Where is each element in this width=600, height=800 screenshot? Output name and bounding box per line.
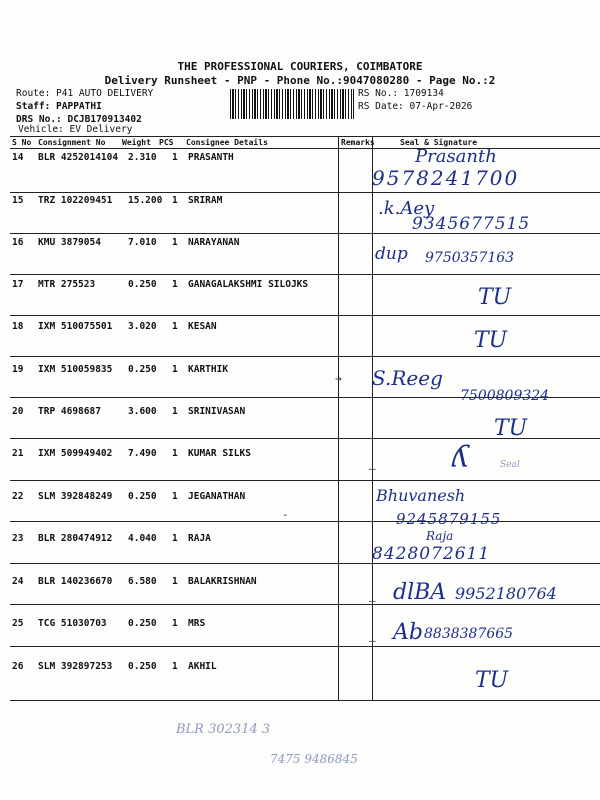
signature-row17-mark: TU [478, 285, 512, 310]
row-consignment: MTR 275523 [38, 279, 96, 290]
dash-icon: — [369, 594, 376, 607]
row-weight: 0.250 [128, 618, 157, 629]
row-pcs: 1 [172, 279, 178, 290]
row-sno: 25 [12, 618, 24, 629]
signature-row18-mark: TU [474, 328, 508, 353]
signature-column-line [372, 136, 373, 700]
row-pcs: 1 [172, 661, 178, 672]
col-remarks: Remarks [341, 138, 375, 147]
row-sno: 21 [12, 448, 24, 459]
col-signature: Seal & Signature [400, 138, 478, 147]
row-consignment: BLR 280474912 [38, 533, 113, 544]
row-sno: 15 [12, 195, 24, 206]
row-divider [10, 192, 600, 193]
row-divider [10, 563, 600, 564]
signature-row22-phone: 9245879155 [396, 510, 502, 528]
row-sno: 22 [12, 491, 24, 502]
row-sno: 16 [12, 237, 24, 248]
row-consignment: TRZ 102209451 [38, 195, 113, 206]
row-consignee: BALAKRISHNAN [188, 576, 257, 587]
row-sno: 19 [12, 364, 24, 375]
company-seal: Seal [500, 460, 520, 470]
signature-row20-mark: TU [494, 416, 528, 441]
signature-row25-phone: 8838387665 [424, 626, 514, 642]
row-consignment: IXM 510059835 [38, 364, 113, 375]
arrow-icon: → [335, 372, 342, 385]
row-divider [10, 480, 600, 481]
signature-row22-name: Bhuvanesh [376, 486, 466, 505]
row-weight: 3.600 [128, 406, 157, 417]
row-pcs: 1 [172, 152, 178, 163]
row-pcs: 1 [172, 448, 178, 459]
signature-row15-scribble: .k.Aey [378, 198, 435, 219]
row-weight: 3.020 [128, 321, 157, 332]
row-weight: 0.250 [128, 279, 157, 290]
row-consignee: KUMAR SILKS [188, 448, 251, 459]
signature-row24-scribble: dlBA [393, 580, 447, 605]
row-consignee: GANAGALAKSHMI SILOJKS [188, 279, 309, 290]
bottom-note-line1: BLR 302314 3 [176, 722, 271, 737]
signature-row20-phone: 7500809324 [460, 388, 550, 404]
signature-row25-scribble: Ab [393, 620, 423, 645]
row-pcs: 1 [172, 406, 178, 417]
remarks-column-line [338, 136, 339, 700]
table-header-rule [10, 148, 600, 149]
col-sno: S No [12, 138, 32, 147]
col-consignee: Consignee Details [186, 138, 268, 147]
row-weight: 2.310 [128, 152, 157, 163]
row-weight: 7.010 [128, 237, 157, 248]
signature-row14-phone: 9578241700 [372, 166, 520, 190]
col-pcs: PCS [159, 138, 174, 147]
row-consignee: JEGANATHAN [188, 491, 246, 502]
rs-number: RS No.: 1709134 [358, 88, 444, 99]
signature-row21-scribble: ʎ [452, 440, 469, 475]
row-consignee: SRIRAM [188, 195, 223, 206]
row-sno: 26 [12, 661, 24, 672]
row-pcs: 1 [172, 237, 178, 248]
row-divider [10, 274, 600, 275]
row-consignee: RAJA [188, 533, 211, 544]
row-consignment: SLM 392848249 [38, 491, 113, 502]
row-consignment: SLM 392897253 [38, 661, 113, 672]
table-top-rule [10, 136, 600, 137]
row-sno: 23 [12, 533, 24, 544]
dash-icon: - [282, 508, 289, 521]
signature-row16-phone: 9750357163 [425, 250, 515, 266]
rs-date: RS Date: 07-Apr-2026 [358, 101, 473, 112]
row-weight: 0.250 [128, 364, 157, 375]
signature-row16-scribble: dup [375, 244, 408, 264]
dash-icon: — [369, 634, 376, 647]
col-weight: Weight [122, 138, 151, 147]
table-bottom-rule [10, 700, 600, 701]
signature-row14-name: Prasanth [415, 146, 497, 167]
row-consignment: IXM 510075501 [38, 321, 113, 332]
row-consignment: KMU 3879054 [38, 237, 101, 248]
row-consignee: KESAN [188, 321, 217, 332]
row-pcs: 1 [172, 195, 178, 206]
row-sno: 18 [12, 321, 24, 332]
row-divider [10, 315, 600, 316]
signature-row23-phone: 8428072611 [372, 544, 491, 564]
dash-icon: — [369, 462, 376, 475]
row-consignment: TCG 51030703 [38, 618, 107, 629]
signature-row26-mark: TU [475, 668, 509, 693]
row-consignment: BLR 4252014104 [38, 152, 119, 163]
row-pcs: 1 [172, 364, 178, 375]
barcode [230, 89, 354, 119]
row-pcs: 1 [172, 533, 178, 544]
signature-row24-phone: 9952180764 [455, 584, 557, 603]
drs-number: DRS No.: DCJB170913402 [16, 114, 142, 125]
row-consignee: KARTHIK [188, 364, 229, 375]
signature-row23-name: Raja [426, 529, 454, 543]
row-divider [10, 521, 600, 522]
route-label: Route: P41 AUTO DELIVERY [16, 88, 154, 99]
row-consignee: PRASANTH [188, 152, 234, 163]
row-pcs: 1 [172, 321, 178, 332]
row-weight: 4.040 [128, 533, 157, 544]
row-consignee: NARAYANAN [188, 237, 240, 248]
row-weight: 15.200 [128, 195, 163, 206]
signature-row19-scribble: S.Reeg [372, 366, 443, 390]
row-sno: 14 [12, 152, 24, 163]
row-sno: 17 [12, 279, 24, 290]
row-divider [10, 356, 600, 357]
row-pcs: 1 [172, 491, 178, 502]
row-sno: 24 [12, 576, 24, 587]
row-weight: 7.490 [128, 448, 157, 459]
staff-label: Staff: PAPPATHI [16, 101, 102, 112]
row-sno: 20 [12, 406, 24, 417]
row-consignee: SRINIVASAN [188, 406, 246, 417]
row-weight: 0.250 [128, 491, 157, 502]
row-divider [10, 604, 600, 605]
runsheet-subtitle: Delivery Runsheet - PNP - Phone No.:9047080280 - Page No.:2 [104, 74, 496, 87]
row-weight: 0.250 [128, 661, 157, 672]
company-title: THE PROFESSIONAL COURIERS, COIMBATORE [177, 60, 423, 73]
row-consignee: MRS [188, 618, 206, 629]
row-consignment: TRP 4698687 [38, 406, 101, 417]
row-consignee: AKHIL [188, 661, 217, 672]
row-divider [10, 646, 600, 647]
signature-row15-phone: 9345677515 [412, 214, 531, 234]
bottom-note-line2: 7475 9486845 [270, 752, 358, 766]
vehicle-label: Vehicle: EV Delivery [18, 124, 133, 135]
row-pcs: 1 [172, 618, 178, 629]
row-consignment: IXM 509949402 [38, 448, 113, 459]
row-consignment: BLR 140236670 [38, 576, 113, 587]
row-weight: 6.580 [128, 576, 157, 587]
col-consignment: Consignment No [38, 138, 106, 147]
row-pcs: 1 [172, 576, 178, 587]
